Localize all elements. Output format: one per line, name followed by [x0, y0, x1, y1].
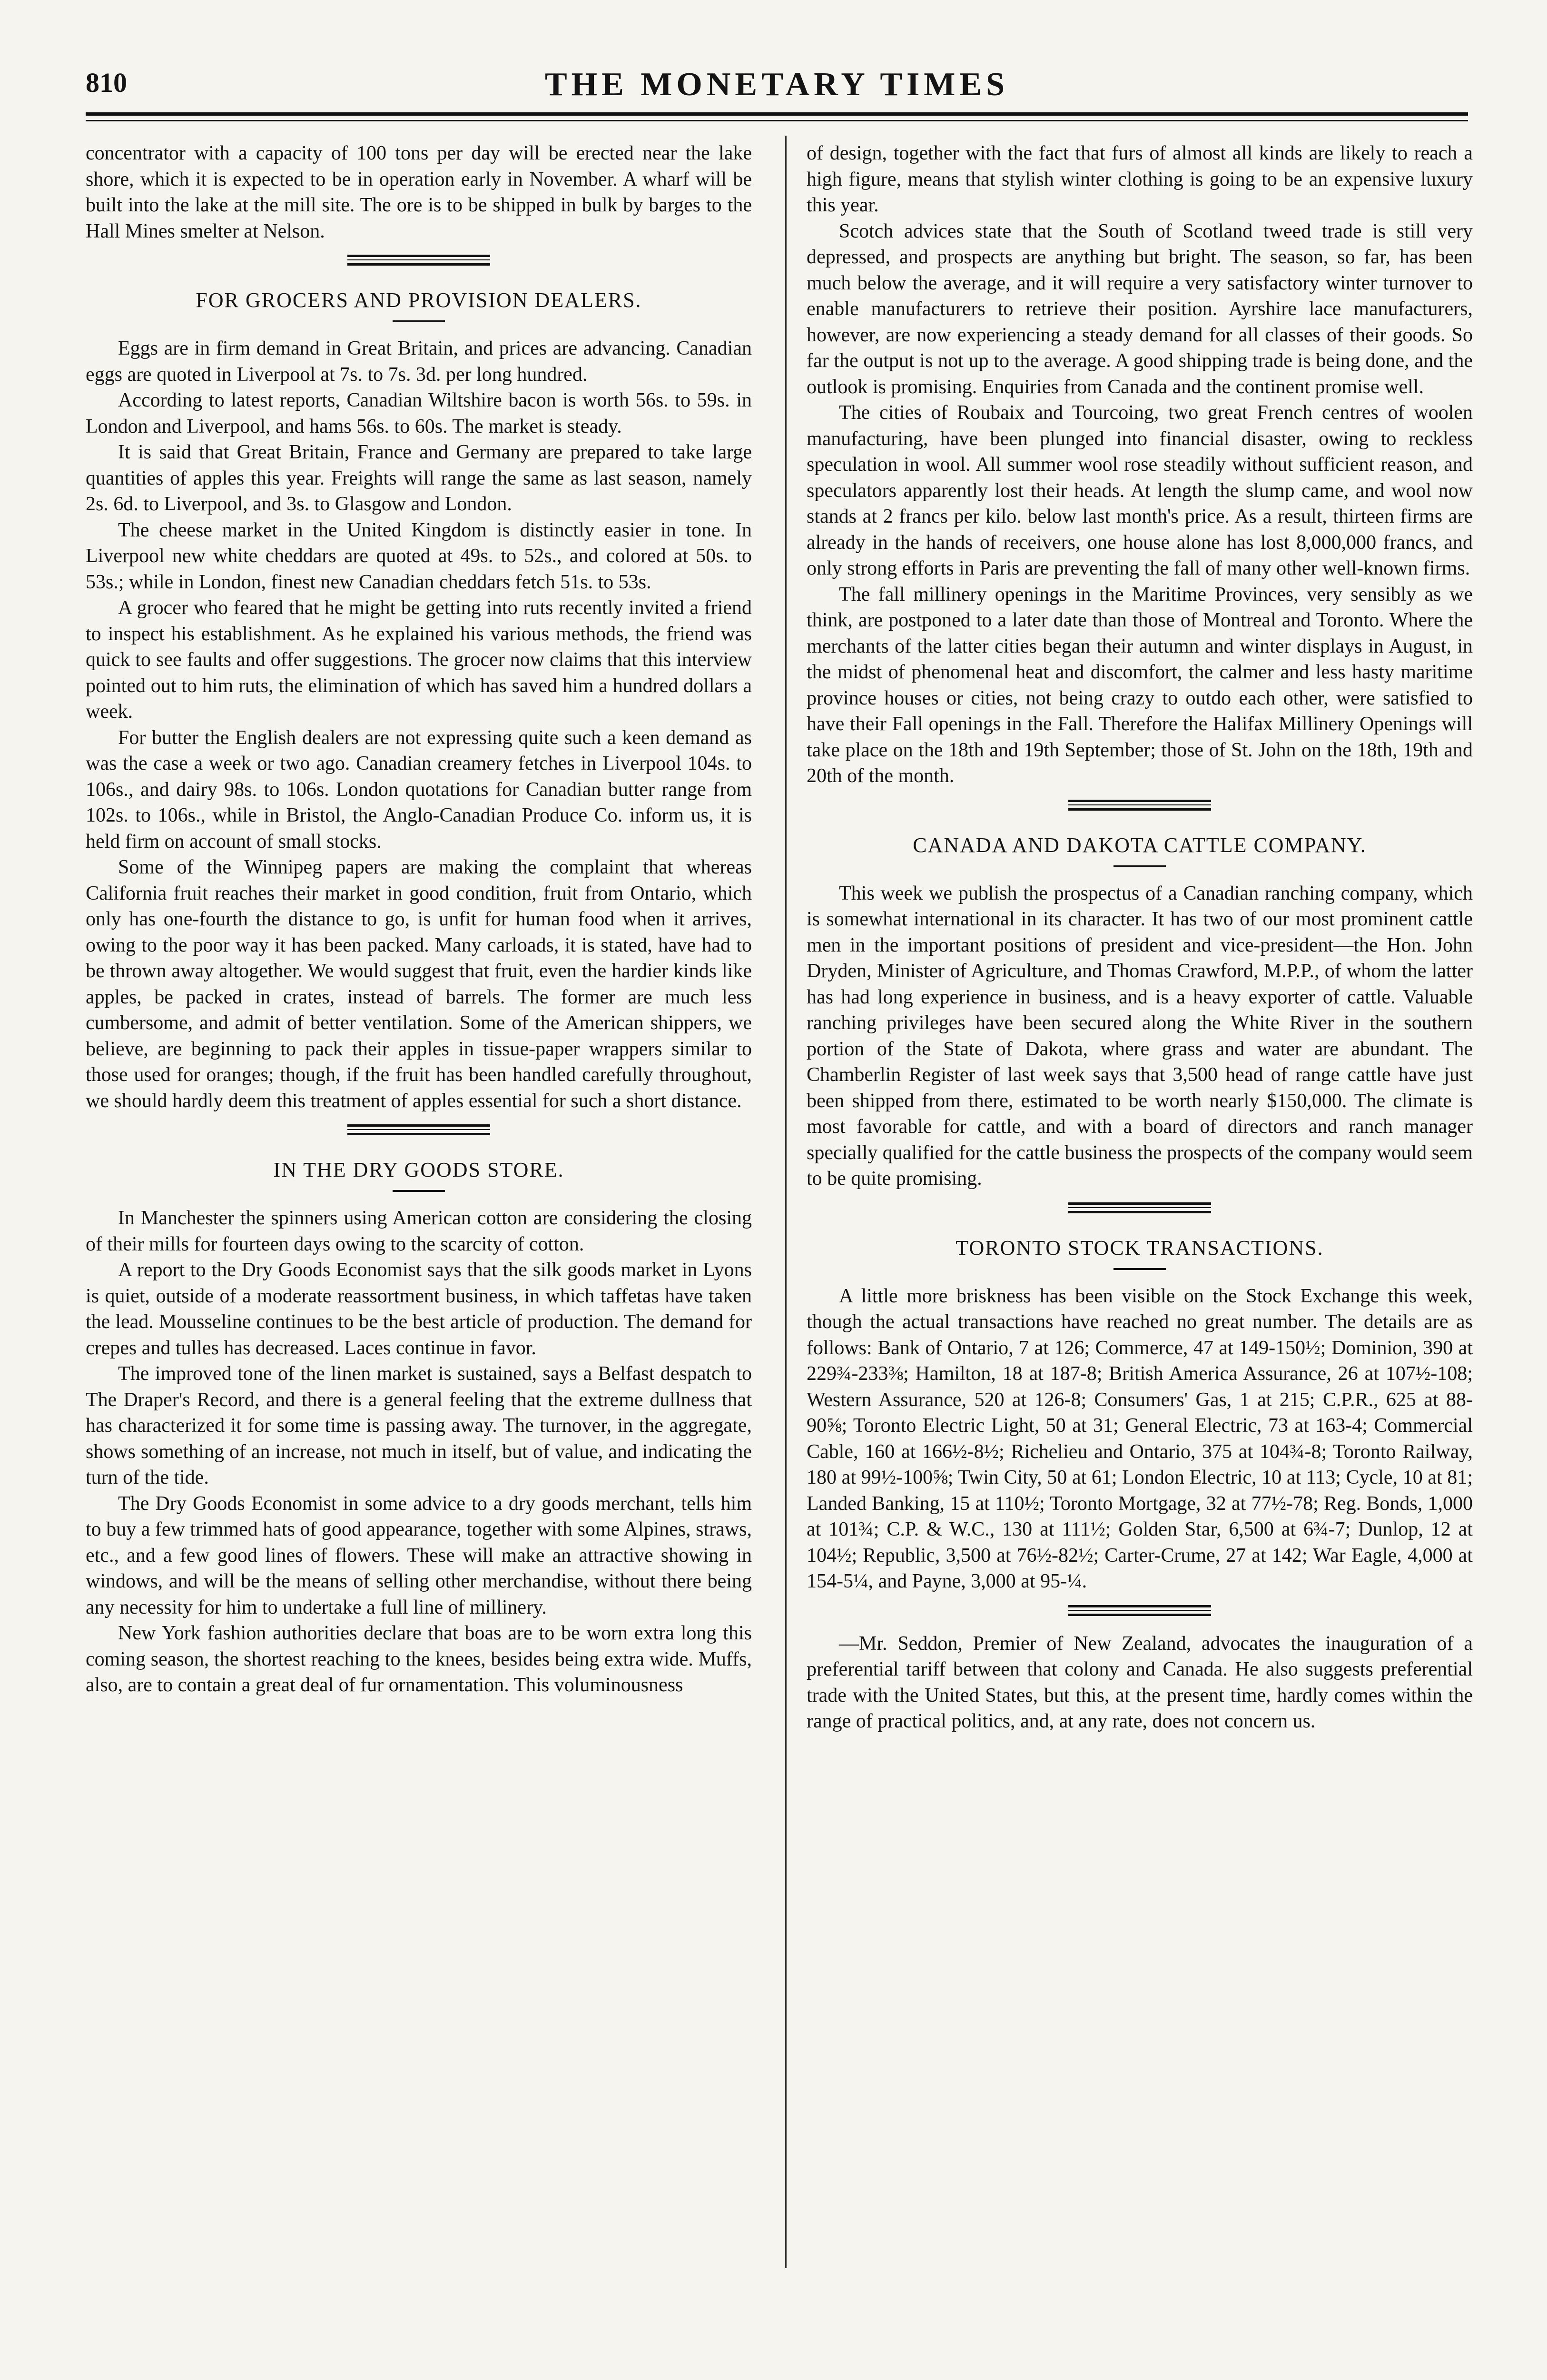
section-separator [86, 1114, 752, 1150]
drygoods-paragraph: Scotch advices state that the South of Scotland tweed trade is still very depressed, and prospects are anything but bright. The season, so far, has been much below the average, and it will require a very satisfactory winter turnover to enable manufacturers to retrieve their position. Ayrshire lace manufacturers, however, are now experiencing a steady demand for all classes of their goods. So far the output is not up to the average. A good shipping trade is being done, and the outlook is promising. Enquiries from Canada and the continent promise well. [807, 220, 1473, 398]
section-separator [807, 789, 1473, 825]
drygoods-paragraph: The Dry Goods Economist in some advice to a dry goods merchant, tells him to buy a few trimmed hats of good appearance, together with some Alpines, straws, etc., and a few good lines of flowers. These will make an attractive showing in windows, and will be the means of selling other merchandise, without there being any necessity for him to undertake a full line of millinery. [86, 1492, 752, 1618]
grocers-paragraph: For butter the English dealers are not expressing quite such a keen demand as was the case a week or two ago. Canadian creamery fetches in Liverpool 104s. to 106s., and dairy 98s. to 106s. London quotations for Canadian butter range from 102s. to 106s., while in Bristol, the Anglo-Canadian Produce Co. inform us, it is held firm on account of small stocks. [86, 726, 752, 853]
grocers-paragraph: It is said that Great Britain, France and Germany are prepared to take large quantities of apples this year. Freights will range the same as last season, namely 2s. 6d. to Liverpool, and 3s. to Glasgow and London. [86, 441, 752, 515]
heading-dash [1113, 1268, 1166, 1270]
page-number: 810 [86, 67, 127, 98]
grocers-paragraph: Eggs are in firm demand in Great Britain, and prices are advancing. Canadian eggs are quoted in Liverpool at 7s. to 7s. 3d. per long hundred. [86, 337, 752, 386]
drygoods-paragraph: New York fashion authorities declare that boas are to be worn extra long this coming season, the shortest reaching to the knees, besides being extra wide. Muffs, also, are to contain a great deal of fur ornamentation. This voluminousness [86, 1622, 752, 1696]
section-separator [807, 1192, 1473, 1228]
drygoods-paragraph: The improved tone of the linen market is sustained, says a Belfast despatch to The Draper's Record, and there is a general feeling that the extreme dullness that has characterized it for some time is passing away. The turnover, in the aggregate, shows something of an increase, not much in itself, but of value, and indicating the turn of the tide. [86, 1363, 752, 1488]
right-column [807, 140, 1473, 1735]
masthead: THE MONETARY TIMES [544, 66, 1009, 103]
stocks-paragraph: A little more briskness has been visible on the Stock Exchange this week, though the actual transactions have reached no great number. The details are as follows: Bank of Ontario, 7 at 126; Commerce, 47 at 149-150½; Dominion, 390 at 229¾-233⅜; Hamilton, 18 at 187-8; British America Assurance, 26 at 107½-108; Western Assurance, 520 at 126-8; Consumers' Gas, 1 at 215; C.P.R., 625 at 88-90⅝; Toronto Electric Light, 50 at 31; General Electric, 73 at 163-4; Commercial Cable, 160 at 166½-8½; Richelieu and Ontario, 375 at 104¾-8; Toronto Railway, 180 at 99½-100⅝; Twin City, 50 at 61; London Electric, 10 at 113; Cycle, 10 at 81; Landed Banking, 15 at 110½; Toronto Mortgage, 32 at 77½-78; Reg. Bonds, 1,000 at 101¾; C.P. & W.C., 130 at 111½; Golden Star, 6,500 at 6¾-7; Dunlop, 12 at 104½; Republic, 3,500 at 76½-82½; Carter-Crume, 27 at 142; War Eagle, 4,000 at 154-5¼, and Payne, 3,000 at 95-¼. [807, 1285, 1473, 1592]
column-divider [785, 136, 787, 2268]
section-separator [807, 1595, 1473, 1631]
grocers-paragraph: Some of the Winnipeg papers are making the complaint that whereas California fruit reaches their market in good condition, fruit from Ontario, which only has one-fourth the distance to go, is unfit for human food when it arrives, owing to the poor way it has been packed. Many carloads, it is stated, have had to be thrown away altogether. We would suggest that fruit, even the hardier kinds like apples, be packed in crates, instead of barrels. The former are much less cumbersome, and admit of better ventilation. Some of the American shippers, we believe, are beginning to pack their apples in tissue-paper wrappers similar to those used for oranges; though, if the fruit has been handled carefully throughout, we should hardly deem this treatment of apples essential for such a short distance. [86, 856, 752, 1112]
cattle-heading: CANADA AND DAKOTA CATTLE COMPANY. [913, 833, 1367, 857]
stocks-heading: TORONTO STOCK TRANSACTIONS. [956, 1236, 1324, 1259]
grocers-paragraph: The cheese market in the United Kingdom is distinctly easier in tone. In Liverpool new white cheddars are quoted at 49s. to 52s., and colored at 50s. to 53s.; while in London, finest new Canadian cheddars fetch 51s. to 53s. [86, 519, 752, 593]
grocers-heading: FOR GROCERS AND PROVISION DEALERS. [196, 288, 642, 312]
drygoods-paragraph: The fall millinery openings in the Maritime Provinces, very sensibly as we think, are postponed to a later date than those of Montreal and Toronto. Where the merchants of the latter cities began their autumn and winter displays in August, in the midst of phenomenal heat and discomfort, the calmer and less hasty maritime province houses or cities, not being crazy to outdo each other, were satisfied to have their Fall openings in the Fall. Therefore the Halifax Millinery Openings will take place on the 18th and 19th September; those of St. John on the 18th, 19th and 20th of the month. [807, 583, 1473, 787]
heading-dash [393, 320, 445, 322]
drygoods-heading: IN THE DRY GOODS STORE. [273, 1158, 564, 1181]
drygoods-continuation: of design, together with the fact that furs of almost all kinds are likely to reach a high figure, means that stylish winter clothing is going to be an expensive luxury this year. [807, 142, 1473, 216]
grocers-paragraph: A grocer who feared that he might be getting into ruts recently invited a friend to inspect his establishment. As he explained his various methods, the friend was quick to see faults and offer suggestions. The grocer now claims that this interview pointed out to him ruts, the elimination of which has saved him a hundred dollars a week. [86, 597, 752, 723]
section-separator [86, 244, 752, 280]
cattle-paragraph: This week we publish the prospectus of a Canadian ranching company, which is somewhat international in its character. It has two of our most prominent cattle men in the important positions of president and vice-president—the Hon. John Dryden, Minister of Agriculture, and Thomas Crawford, M.P.P., of whom the latter has had long experience in business, and is a heavy exporter of cattle. Valuable ranching privileges have been secured along the White River in the southern portion of the State of Dakota, where grass and water are abundant. The Chamberlin Register of last week says that 3,500 head of range cattle have just been shipped from there, estimated to be worth nearly $150,000. The climate is most favorable for cattle, and with a board of directors and ranch manager specially qualified for the cattle business the prospects of the company would seem to be quite promising. [807, 882, 1473, 1190]
drygoods-paragraph: A report to the Dry Goods Economist says that the silk goods market in Lyons is quiet, outside of a moderate reassortment business, in which taffetas have taken the lead. Mousseline continues to be the best article of production. The demand for crepes and tulles has decreased. Laces continue in favor. [86, 1259, 752, 1359]
seddon-paragraph: —Mr. Seddon, Premier of New Zealand, advocates the inauguration of a preferential tariff between that colony and Canada. He also suggests preferential trade with the United States, but this, at the present time, hardly comes within the range of practical politics, and, at any rate, does not concern us. [807, 1632, 1473, 1732]
drygoods-paragraph: The cities of Roubaix and Tourcoing, two great French centres of woolen manufacturing, have been plunged into financial disaster, owing to reckless speculation in wool. All summer wool rose steadily without sufficient reason, and speculators apparently lost their heads. At length the slump came, and wool now stands at 2 francs per kilo. below last month's price. As a result, thirteen firms are already in the hands of receivers, one house alone has lost 8,000,000 francs, and only strong efforts in Paris are preventing the fall of many other well-known firms. [807, 402, 1473, 579]
drygoods-paragraph: In Manchester the spinners using American cotton are considering the closing of their mills for fourteen days owing to the scarcity of cotton. [86, 1207, 752, 1255]
header-rule-thick [86, 112, 1468, 116]
page-header [86, 67, 1468, 119]
mining-continuation: concentrator with a capacity of 100 tons per day will be erected near the lake shore, which it is expected to be in operation early in November. A wharf will be built into the lake at the mill site. The ore is to be shipped in bulk by barges to the Hall Mines smelter at Nelson. [86, 142, 752, 242]
heading-dash [393, 1190, 445, 1192]
grocers-paragraph: According to latest reports, Canadian Wiltshire bacon is worth 56s. to 59s. in London and Liverpool, and hams 56s. to 60s. The market is steady. [86, 389, 752, 437]
left-column [86, 140, 752, 1698]
heading-dash [1113, 865, 1166, 867]
header-rule-thin [86, 120, 1468, 121]
